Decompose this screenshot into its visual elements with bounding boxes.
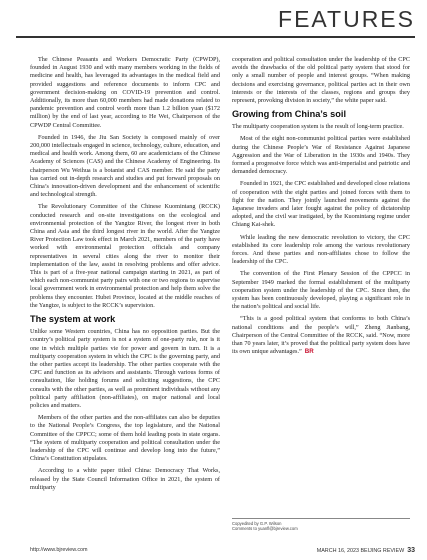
paragraph: cooperation and political consultation under the leadership of the CPC avoids the drawbacks of the old political party system that stood for only a small number of people and interest groups. “When making decisions and exercising governance, political parties act in their own interests or the interests of the classes, regions and groups they represent, provoking division in society,” the white paper said. <box>232 56 410 105</box>
footer-url[interactable]: http://www.bjreview.com <box>30 547 88 553</box>
paragraph: The Revolutionary Committee of the Chinese Kuomintang (RCCK) conducted research and on-site investigations on the ecological and environmental protection of the Yangtze River, the longest river in both China and Asia and the third longest river in the world. After the Yangtze River Protection Law took effect in March 2021, members of the party have worked with environmental protection officials and company representatives in several cities along the river to monitor their implementation of the law, assist in resolving problems and offer advice. This is part of a five-year national campaign starting in 2021, as part of which each non-communist party pairs with one or two regions to supervise local government work in environmental protection and help them solve the problems they encounter. Hubei Province, located at the middle reaches of the Yangtze, is subject to the RCCK’s supervision. <box>30 203 220 309</box>
right-column <box>232 56 410 361</box>
issue-date: MARCH 16, 2023 BEIJING REVIEW <box>316 548 405 554</box>
paragraph: Founded in 1946, the Jiu San Society is composed mainly of over 200,000 intellectuals engaged in science, technology, culture, education, and medical and health work. Among them, 60 are academicians of the Chinese Academy of Sciences (CAS) and the Chinese Academy of Engineering. Its chairperson Wu Weihua is a botanist and CAS member. He said the party has carried out in-depth research and studies and put forward proposals on China’s innovation-driven development and the enhancement of scientific and technological strength. <box>30 133 220 199</box>
end-mark: BR <box>304 348 314 356</box>
paragraph: The convention of the First Plenary Session of the CPPCC in September 1949 marked the formal establishment of the multiparty cooperation system under the leadership of the CPC. Since then, the system has been continuously developed, playing a significant role in the nation’s political and social life. <box>232 270 410 311</box>
paragraph: The Chinese Peasants and Workers Democratic Party (CPWDP), founded in August 1930 and with many members working in the fields of medicine and health, has leveraged its advantages in the medical field and provided suggestions and reference documents to inform CPC and government decision-making on COVID-19 prevention and control. Additionally, its more than 60,000 members had made donations related to pandemic prevention and control worth more than 1.2 billion yuan ($172 million) by the end of last year, according to He Wei, Chairperson of the CPWDP Central Committee. <box>30 56 220 129</box>
copyright-box <box>232 518 410 531</box>
paragraph: Unlike some Western countries, China has no opposition parties. But the country’s political party system is not a system of one-party rule, nor is it one in which multiple parties vie for power and govern in turn. It is a multiparty cooperation system in which the CPC is the governing party, and the other parties accept its leadership. The other parties cooperate with the CPC and function as its advisors and assistants. Through various forms of consultation, like holding forums and soliciting suggestions, the CPC consults with the other parties, as well as prominent individuals without any political party affiliation (non-affiliates), on major national and local policies and matters. <box>30 328 220 409</box>
header-rule <box>16 36 415 38</box>
page-header <box>0 0 427 44</box>
comments-contact: Comments to yuanfl@bjreview.com <box>232 526 298 532</box>
paragraph: The multiparty cooperation system is the result of long-term practice. <box>232 123 404 131</box>
paragraph: Members of the other parties and the non-affiliates can also be deputies to the National People’s Congress, the top legislature, and the National Committee of the CPPCC; some of them hold leading posts in state organs. “The system of multiparty cooperation and political consultation under the leadership of the CPC will continue and develop long into the future,” China’s Constitution stipulates. <box>30 414 220 463</box>
section-title: FEATURES <box>278 6 415 32</box>
section-heading: Growing from China’s soil <box>232 109 346 120</box>
page-footer <box>30 545 415 557</box>
section-heading: The system at work <box>30 314 116 325</box>
page-number: 33 <box>407 547 415 554</box>
paragraph <box>232 315 410 356</box>
paragraph: Most of the eight non-communist political parties were established during the Chinese People’s War of Resistance Against Japanese Aggression and the War of Liberation in the 1930s and 1940s. They formed a progressive force which was anti-imperialist and patriotic and demanded democracy. <box>232 135 410 176</box>
paragraph: While leading the new democratic revolution to victory, the CPC established its core leadership role among the various revolutionary forces. And these parties and non-affiliates chose to follow the leadership of the CPC. <box>232 233 410 266</box>
paragraph: Founded in 1921, the CPC established and developed close relations of cooperation with the eight parties and joined forces with them to fight for the nation. They jointly launched movements against the Japanese invaders and later fought against the policy of dictatorship adopted, and the civil war instigated, by the Kuomintang regime under Chiang Kai-shek. <box>232 180 410 229</box>
footer-issue <box>317 547 415 554</box>
copyeditor-credit: Copyedited by G.P. Wilson <box>232 521 282 526</box>
paragraph: According to a white paper titled China: Democracy That Works, released by the State Council Information Office in 2021, the system of multiparty <box>30 467 220 491</box>
paragraph-text: “This is a good political system that conforms to both China’s national conditions and the people’s will,” Zheng Jianbang, Chairperson of the Central Committee of the RCCK, said. “Now, more than 70 years later, it’s proved that the political party system does have its own unique advantages.” <box>232 315 410 356</box>
left-column <box>30 56 220 496</box>
